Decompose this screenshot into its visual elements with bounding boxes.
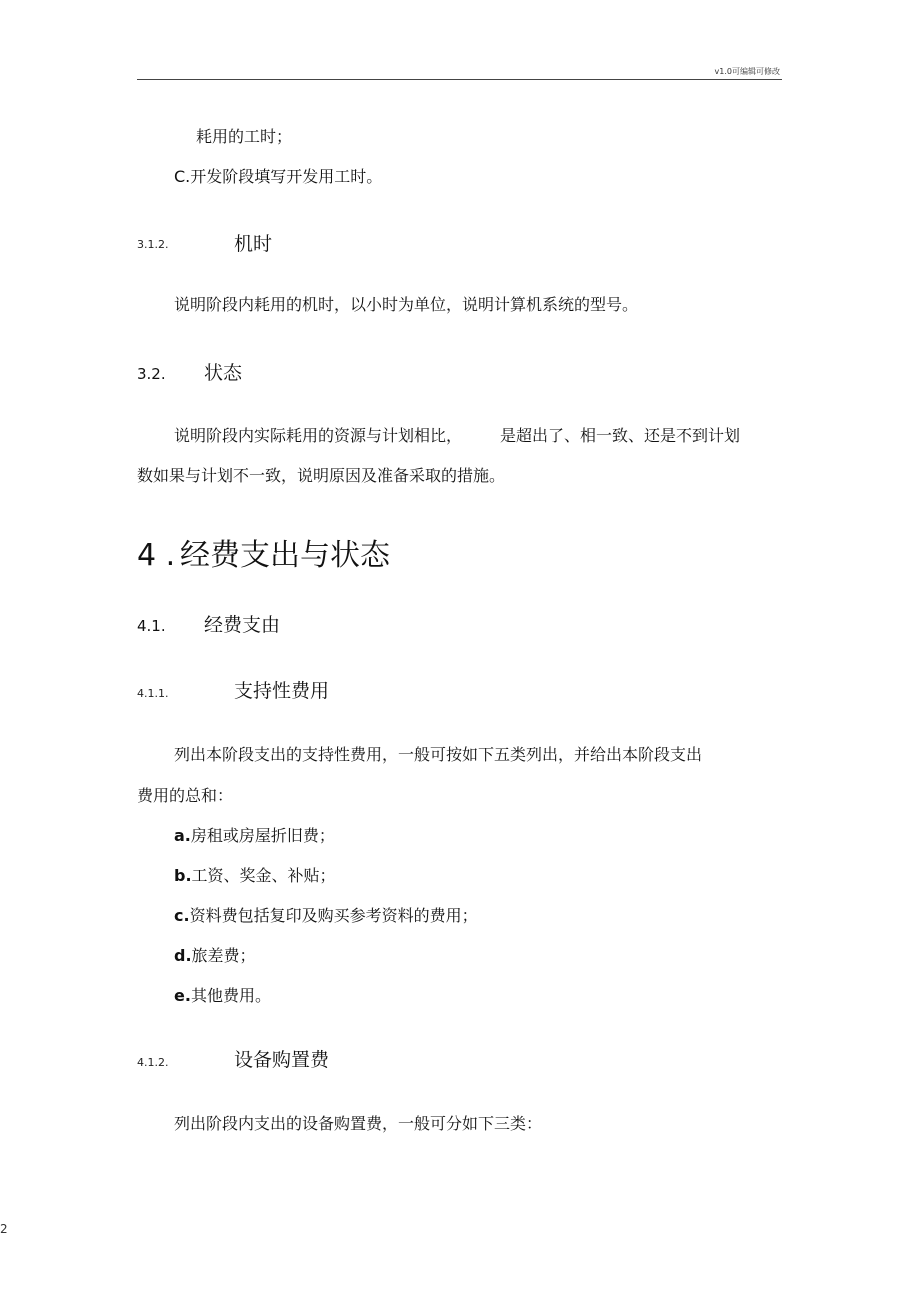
list-item bbox=[174, 986, 271, 1006]
paragraph-status-line1-part1: 说明阶段内实际耗用的资源与计划相比， bbox=[174, 426, 463, 445]
text-item-c-dev: C.开发阶段填写开发用工时。 bbox=[174, 167, 383, 186]
paragraph-status-line1-part2: 是超出了、相一致、还是不到计划 bbox=[500, 426, 741, 445]
list-item-letter: c. bbox=[174, 906, 190, 925]
section-number-4-1-2: 4.1.2. bbox=[137, 1056, 169, 1069]
paragraph-support-line1: 列出本阶段支出的支持性费用，一般可按如下五类列出，并给出本阶段支出 bbox=[174, 745, 703, 764]
section-number-4: 4 . bbox=[137, 538, 176, 573]
section-title-4: 经费支出与状态 bbox=[180, 538, 390, 573]
paragraph-support-line2: 费用的总和： bbox=[137, 786, 234, 805]
list-item-letter: e. bbox=[174, 986, 191, 1005]
list-item-text: 其他费用。 bbox=[190, 986, 271, 1005]
list-item-text: 资料费包括复印及购买参考资料的费用； bbox=[189, 906, 478, 925]
section-title-4-1-2: 设备购置费 bbox=[234, 1049, 330, 1071]
section-title-4-1-1: 支持性费用 bbox=[234, 680, 330, 702]
paragraph-equipment: 列出阶段内支出的设备购置费，一般可分如下三类： bbox=[174, 1114, 543, 1133]
list-item bbox=[174, 906, 478, 926]
section-number-3-2: 3.2. bbox=[137, 365, 166, 383]
list-item-letter: a. bbox=[174, 826, 191, 845]
list-item-letter: b. bbox=[174, 866, 192, 885]
list-item-text: 旅差费； bbox=[191, 946, 256, 965]
list-item-text: 房租或房屋折旧费； bbox=[190, 826, 335, 845]
section-title-3-2: 状态 bbox=[204, 362, 243, 384]
section-title-4-1: 经费支由 bbox=[204, 614, 281, 636]
text-line-hours-end: 耗用的工时； bbox=[196, 127, 293, 146]
list-item-text: 工资、奖金、补贴； bbox=[191, 866, 336, 885]
list-item bbox=[174, 826, 335, 846]
section-number-3-1-2: 3.1.2. bbox=[137, 238, 169, 251]
list-item-letter: d. bbox=[174, 946, 192, 965]
paragraph-machine-hours: 说明阶段内耗用的机时，以小时为单位，说明计算机系统的型号。 bbox=[174, 295, 639, 314]
page-number: 2 bbox=[0, 1222, 8, 1236]
header-divider bbox=[137, 79, 782, 80]
list-item bbox=[174, 946, 256, 966]
section-number-4-1-1: 4.1.1. bbox=[137, 687, 169, 700]
header-version-tag: v1.0可编辑可修改 bbox=[714, 67, 780, 76]
paragraph-status-line2: 数如果与计划不一致，说明原因及准备采取的措施。 bbox=[137, 466, 506, 485]
section-title-3-1-2: 机时 bbox=[234, 233, 273, 255]
section-number-4-1: 4.1. bbox=[137, 617, 166, 635]
list-item bbox=[174, 866, 336, 886]
